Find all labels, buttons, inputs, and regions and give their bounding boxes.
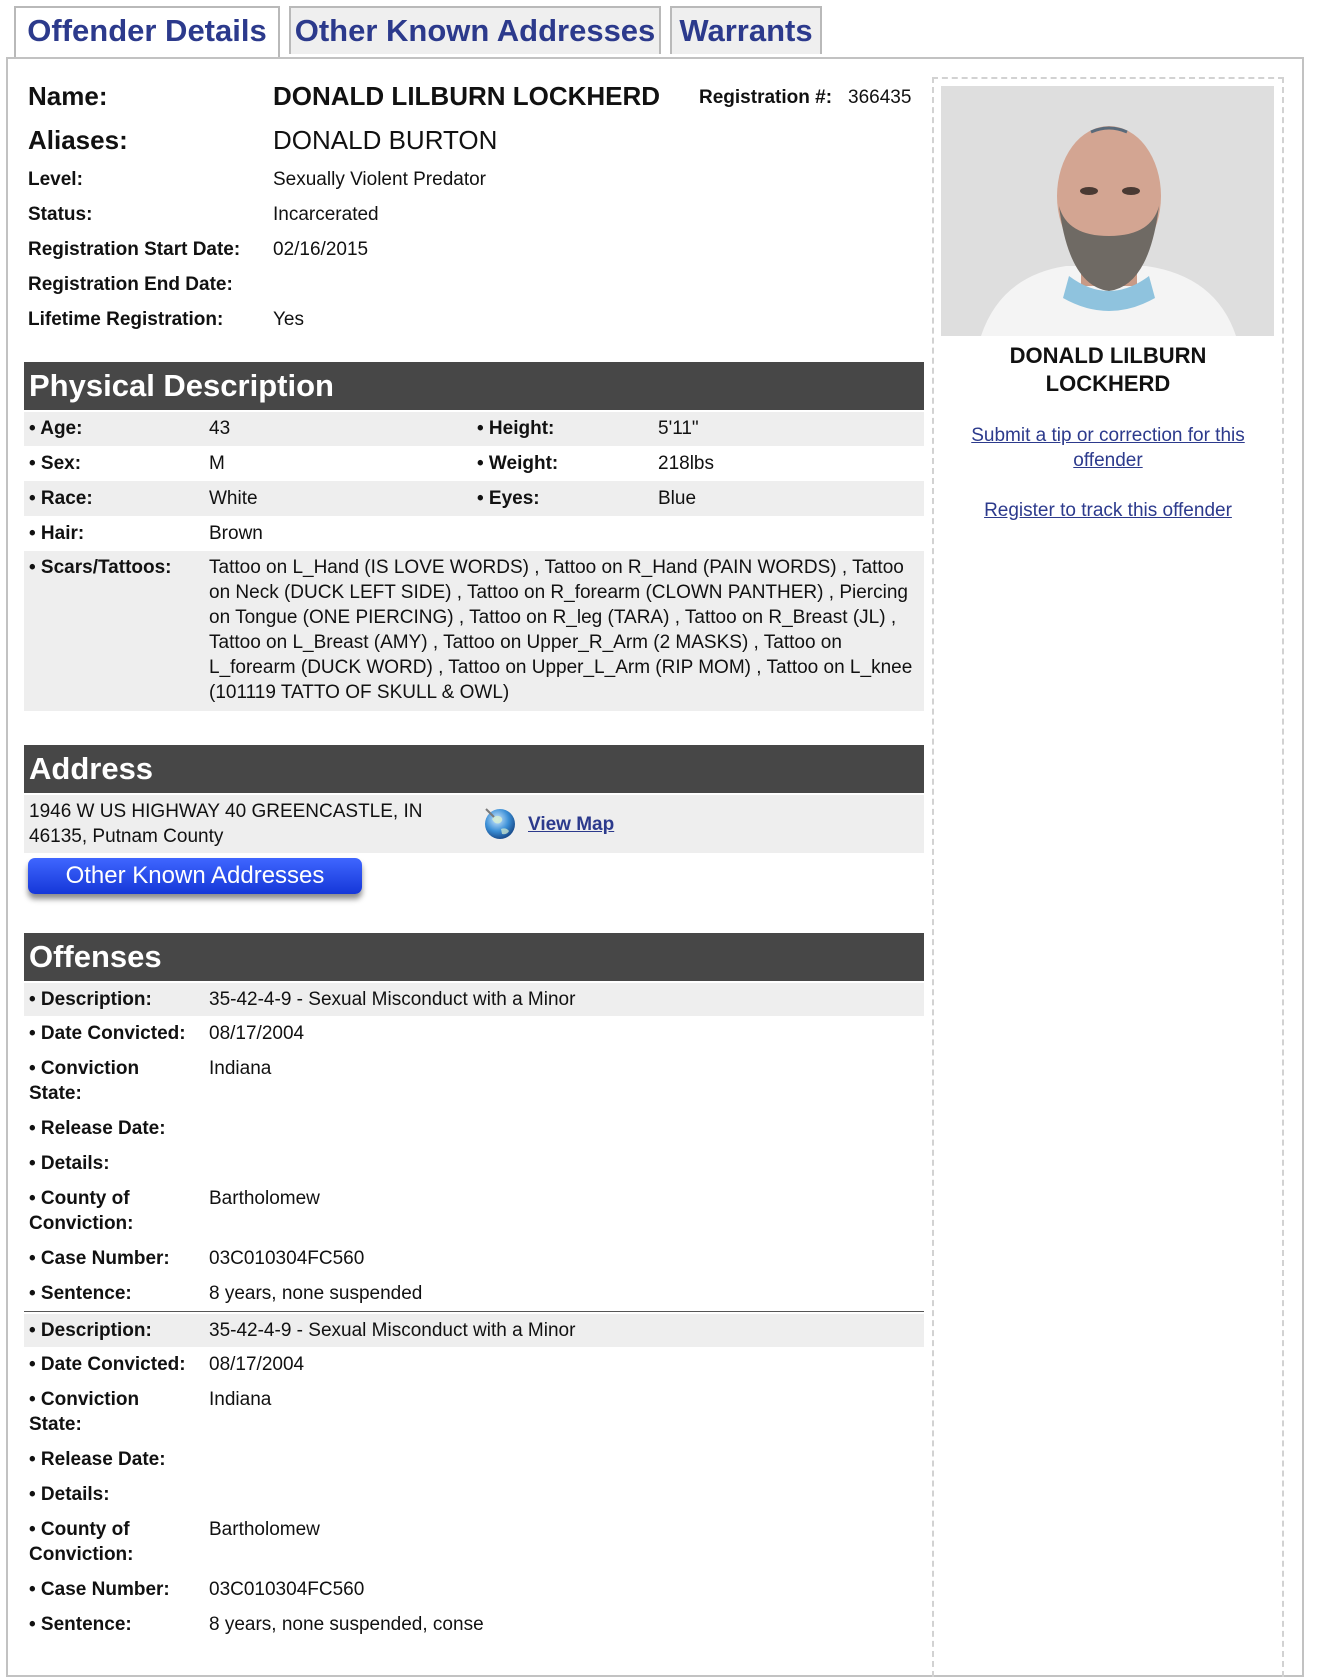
- description-label: • Description:: [29, 1320, 152, 1341]
- county-label-2: Conviction:: [29, 1544, 134, 1565]
- conviction-state-label: • Conviction: [29, 1389, 140, 1410]
- conviction-state-label-2: State:: [29, 1414, 82, 1435]
- tab-offender-details[interactable]: Offender Details: [14, 6, 280, 58]
- sidebar-name-line2: LOCKHERD: [1045, 371, 1171, 396]
- offender-name: DONALD LILBURN LOCKHERD: [273, 81, 661, 111]
- eyes-value: Blue: [658, 488, 697, 509]
- address-line2: 46135, Putnam County: [29, 826, 224, 847]
- conviction-state-label-2: State:: [29, 1083, 82, 1104]
- description-value: 35-42-4-9 - Sexual Misconduct with a Minor: [209, 989, 576, 1010]
- other-known-addresses-button[interactable]: Other Known Addresses: [28, 858, 362, 894]
- sentence-value: 8 years, none suspended: [209, 1283, 423, 1304]
- sex-value: M: [209, 453, 225, 474]
- conviction-state-value: Indiana: [209, 1389, 272, 1410]
- conviction-state-value: Indiana: [209, 1058, 272, 1079]
- sex-label: • Sex:: [29, 453, 82, 474]
- sentence-label: • Sentence:: [29, 1614, 132, 1635]
- address-row: [24, 795, 924, 853]
- level-value: Sexually Violent Predator: [273, 169, 486, 190]
- end-date-label: Registration End Date:: [28, 274, 233, 295]
- offense-description-row: [24, 983, 924, 1016]
- start-date-value: 02/16/2015: [273, 239, 369, 260]
- county-value: Bartholomew: [209, 1519, 320, 1540]
- release-date-label: • Release Date:: [29, 1118, 166, 1139]
- aliases-value: DONALD BURTON: [273, 125, 498, 155]
- physical-description-header: Physical Description: [24, 362, 924, 410]
- county-label: • County of: [29, 1188, 130, 1209]
- weight-value: 218lbs: [658, 453, 714, 474]
- date-convicted-value: 08/17/2004: [209, 1354, 305, 1375]
- height-value: 5'11": [658, 418, 699, 439]
- tab-other-known-addresses[interactable]: Other Known Addresses: [289, 6, 661, 54]
- hair-value: Brown: [209, 523, 263, 544]
- offenses-header: Offenses: [24, 933, 924, 981]
- description-label: • Description:: [29, 989, 152, 1010]
- county-value: Bartholomew: [209, 1188, 320, 1209]
- date-convicted-value: 08/17/2004: [209, 1023, 305, 1044]
- physical-row: [24, 551, 924, 711]
- physical-row: [24, 516, 924, 551]
- submit-tip-line1[interactable]: Submit a tip or correction for this: [971, 425, 1245, 446]
- scars-tattoos-value: Tattoo on L_Hand (IS LOVE WORDS) , Tattoo on R_Hand (PAIN WORDS) , Tattoo on Neck (DUCK LEFT SIDE) , Tattoo on R_forearm (CLOWN PANTHER) , Piercing on Tongue (ONE PIERCING) , Tattoo on R_leg (TARA) , Tattoo on R_Breast (JL) , Tattoo on L_Breast (AMY) , Tattoo on Upper_R_Arm (2 MASKS) , Tattoo on L_forearm (DUCK WORD) , Tattoo on Upper_L_Arm (RIP MOM) , Tattoo on L_knee (101119 TATTO OF SKULL & OWL): [209, 557, 913, 703]
- release-date-label: • Release Date:: [29, 1449, 166, 1470]
- offender-photo: [941, 86, 1274, 336]
- race-value: White: [209, 488, 258, 509]
- conviction-state-label: • Conviction: [29, 1058, 140, 1079]
- sentence-label: • Sentence:: [29, 1283, 132, 1304]
- case-number-value: 03C010304FC560: [209, 1248, 365, 1269]
- weight-label: • Weight:: [477, 453, 559, 474]
- tab-warrants[interactable]: Warrants: [670, 6, 822, 54]
- eyes-label: • Eyes:: [477, 488, 540, 509]
- status-label: Status:: [28, 204, 93, 225]
- name-label: Name:: [28, 81, 108, 111]
- hair-label: • Hair:: [29, 523, 85, 544]
- globe-icon[interactable]: [482, 805, 518, 841]
- lifetime-label: Lifetime Registration:: [28, 309, 224, 330]
- case-number-value: 03C010304FC560: [209, 1579, 365, 1600]
- start-date-label: Registration Start Date:: [28, 239, 241, 260]
- address-line1: 1946 W US HIGHWAY 40 GREENCASTLE, IN: [29, 801, 423, 822]
- physical-row: [24, 412, 924, 446]
- register-track-link[interactable]: Register to track this offender: [984, 500, 1232, 521]
- registration-number: 366435: [848, 87, 912, 108]
- race-label: • Race:: [29, 488, 93, 509]
- height-label: • Height:: [477, 418, 555, 439]
- physical-row: [24, 446, 924, 481]
- sidebar-name-line1: DONALD LILBURN: [1009, 343, 1207, 368]
- sentence-value: 8 years, none suspended, conse: [209, 1614, 484, 1635]
- offense-description-row: [24, 1314, 924, 1347]
- address-header: Address: [24, 745, 924, 793]
- status-value: Incarcerated: [273, 204, 379, 225]
- aliases-label: Aliases:: [28, 125, 128, 155]
- age-label: • Age:: [29, 418, 83, 439]
- offense-divider: [24, 1311, 924, 1312]
- county-label-2: Conviction:: [29, 1213, 134, 1234]
- description-value: 35-42-4-9 - Sexual Misconduct with a Minor: [209, 1320, 576, 1341]
- case-number-label: • Case Number:: [29, 1248, 170, 1269]
- physical-row: [24, 481, 924, 516]
- scars-label: • Scars/Tattoos:: [29, 557, 172, 578]
- sidebar-offender-name: [940, 342, 1276, 398]
- registration-label: Registration #:: [699, 87, 833, 108]
- county-label: • County of: [29, 1519, 130, 1540]
- submit-tip-link[interactable]: [950, 423, 1266, 473]
- lifetime-value: Yes: [273, 309, 304, 330]
- date-convicted-label: • Date Convicted:: [29, 1354, 186, 1375]
- view-map-link[interactable]: View Map: [528, 814, 615, 835]
- age-value: 43: [209, 418, 231, 439]
- case-number-label: • Case Number:: [29, 1579, 170, 1600]
- level-label: Level:: [28, 169, 83, 190]
- details-label: • Details:: [29, 1153, 110, 1174]
- details-label: • Details:: [29, 1484, 110, 1505]
- submit-tip-line2[interactable]: offender: [1073, 450, 1143, 471]
- date-convicted-label: • Date Convicted:: [29, 1023, 186, 1044]
